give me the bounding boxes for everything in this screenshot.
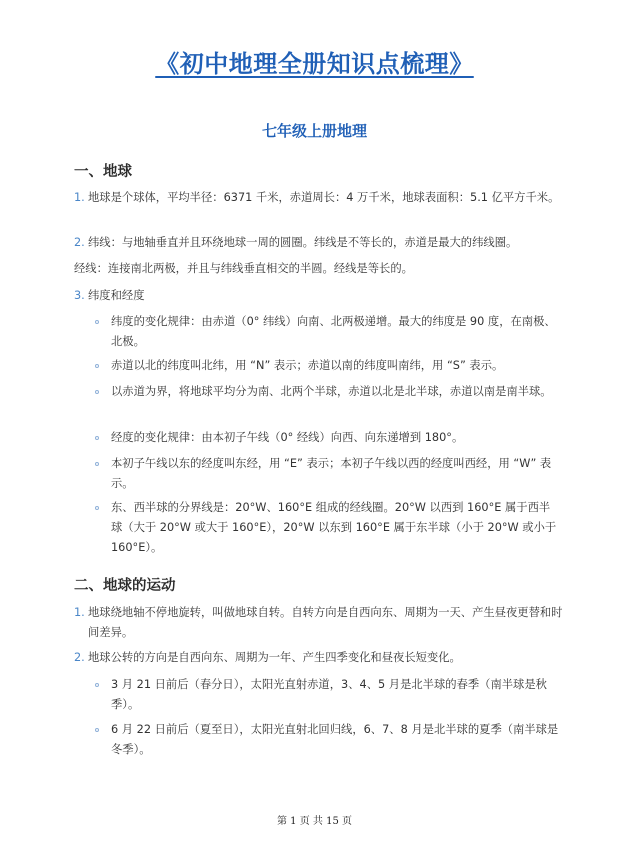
bullet-item [95, 720, 561, 760]
bullet-icon [95, 462, 99, 466]
bullet-icon [95, 506, 99, 510]
bullet-text: 纬度的变化规律：由赤道（0° 纬线）向南、北两极递增。最大的纬度是 90 度，在南极、北极。 [111, 315, 556, 348]
list-item-text: 地球公转的方向是自西向东、周期为一年、产生四季变化和昼夜长短变化。 [88, 651, 461, 664]
document-title: 《初中地理全册知识点梳理》 [155, 50, 474, 78]
bullet-text: 经度的变化规律：由本初子午线（0° 经线）向西、向东递增到 180°。 [111, 431, 464, 444]
list-item-text: 纬线：与地轴垂直并且环绕地球一周的圆圈。纬线是不等长的，赤道是最大的纬线圈。 [88, 236, 518, 249]
bullet-item [95, 454, 561, 494]
list-number: 1. [74, 606, 85, 619]
bullet-text: 本初子午线以东的经度叫东经，用 “E” 表示；本初子午线以西的经度叫西经，用 “W” 表示。 [111, 457, 552, 490]
bullet-item [95, 356, 561, 376]
list-number: 2. [74, 236, 85, 249]
list-item-text: 地球绕地轴不停地旋转，叫做地球自转。自转方向是自西向东、周期为一天、产生昼夜更替和时间差异。 [88, 606, 563, 639]
paragraph-meridian: 经线：连接南北两极，并且与纬线垂直相交的半圆。经线是等长的。 [74, 262, 413, 275]
bullet-icon [95, 390, 99, 394]
list-item [74, 233, 564, 253]
section-heading-earth-motion: 二、地球的运动 [74, 578, 176, 594]
bullet-icon [95, 683, 99, 687]
bullet-icon [95, 320, 99, 324]
list-item [74, 603, 564, 643]
bullet-text: 3 月 21 日前后（春分日），太阳光直射赤道，3、4、5 月是北半球的春季（南半球是秋季）。 [111, 678, 547, 711]
list-number: 1. [74, 191, 85, 204]
bullet-item [95, 312, 561, 352]
list-item [74, 286, 564, 306]
list-item-text: 纬度和经度 [88, 289, 145, 302]
list-item [74, 648, 564, 668]
bullet-icon [95, 728, 99, 732]
bullet-text: 以赤道为界，将地球平均分为南、北两个半球，赤道以北是北半球，赤道以南是南半球。 [111, 385, 552, 398]
list-number: 2. [74, 651, 85, 664]
bullet-item [95, 498, 561, 558]
document-subtitle: 七年级上册地理 [261, 122, 367, 140]
section-heading-earth: 一、地球 [74, 164, 132, 180]
bullet-item [95, 382, 561, 402]
bullet-text: 东、西半球的分界线是：20°W、160°E 组成的经线圈。20°W 以西到 160°E 属于西半球（大于 20°W 或大于 160°E），20°W 以东到 160°E 属于东半球（小于 20°W 或小于 160°E）。 [111, 501, 557, 554]
bullet-text: 赤道以北的纬度叫北纬，用 “N” 表示；赤道以南的纬度叫南纬，用 “S” 表示。 [111, 359, 504, 372]
bullet-item [95, 675, 561, 715]
bullet-icon [95, 364, 99, 368]
bullet-icon [95, 436, 99, 440]
page-footer: 第 1 页 共 15 页 [277, 816, 352, 827]
list-item [74, 188, 564, 208]
bullet-item [95, 428, 561, 448]
list-item-text: 地球是个球体，平均半径：6371 千米，赤道周长：4 万千米，地球表面积：5.1 亿平方千米。 [88, 191, 560, 204]
list-number: 3. [74, 289, 85, 302]
bullet-text: 6 月 22 日前后（夏至日），太阳光直射北回归线，6、7、8 月是北半球的夏季（南半球是冬季）。 [111, 723, 559, 756]
